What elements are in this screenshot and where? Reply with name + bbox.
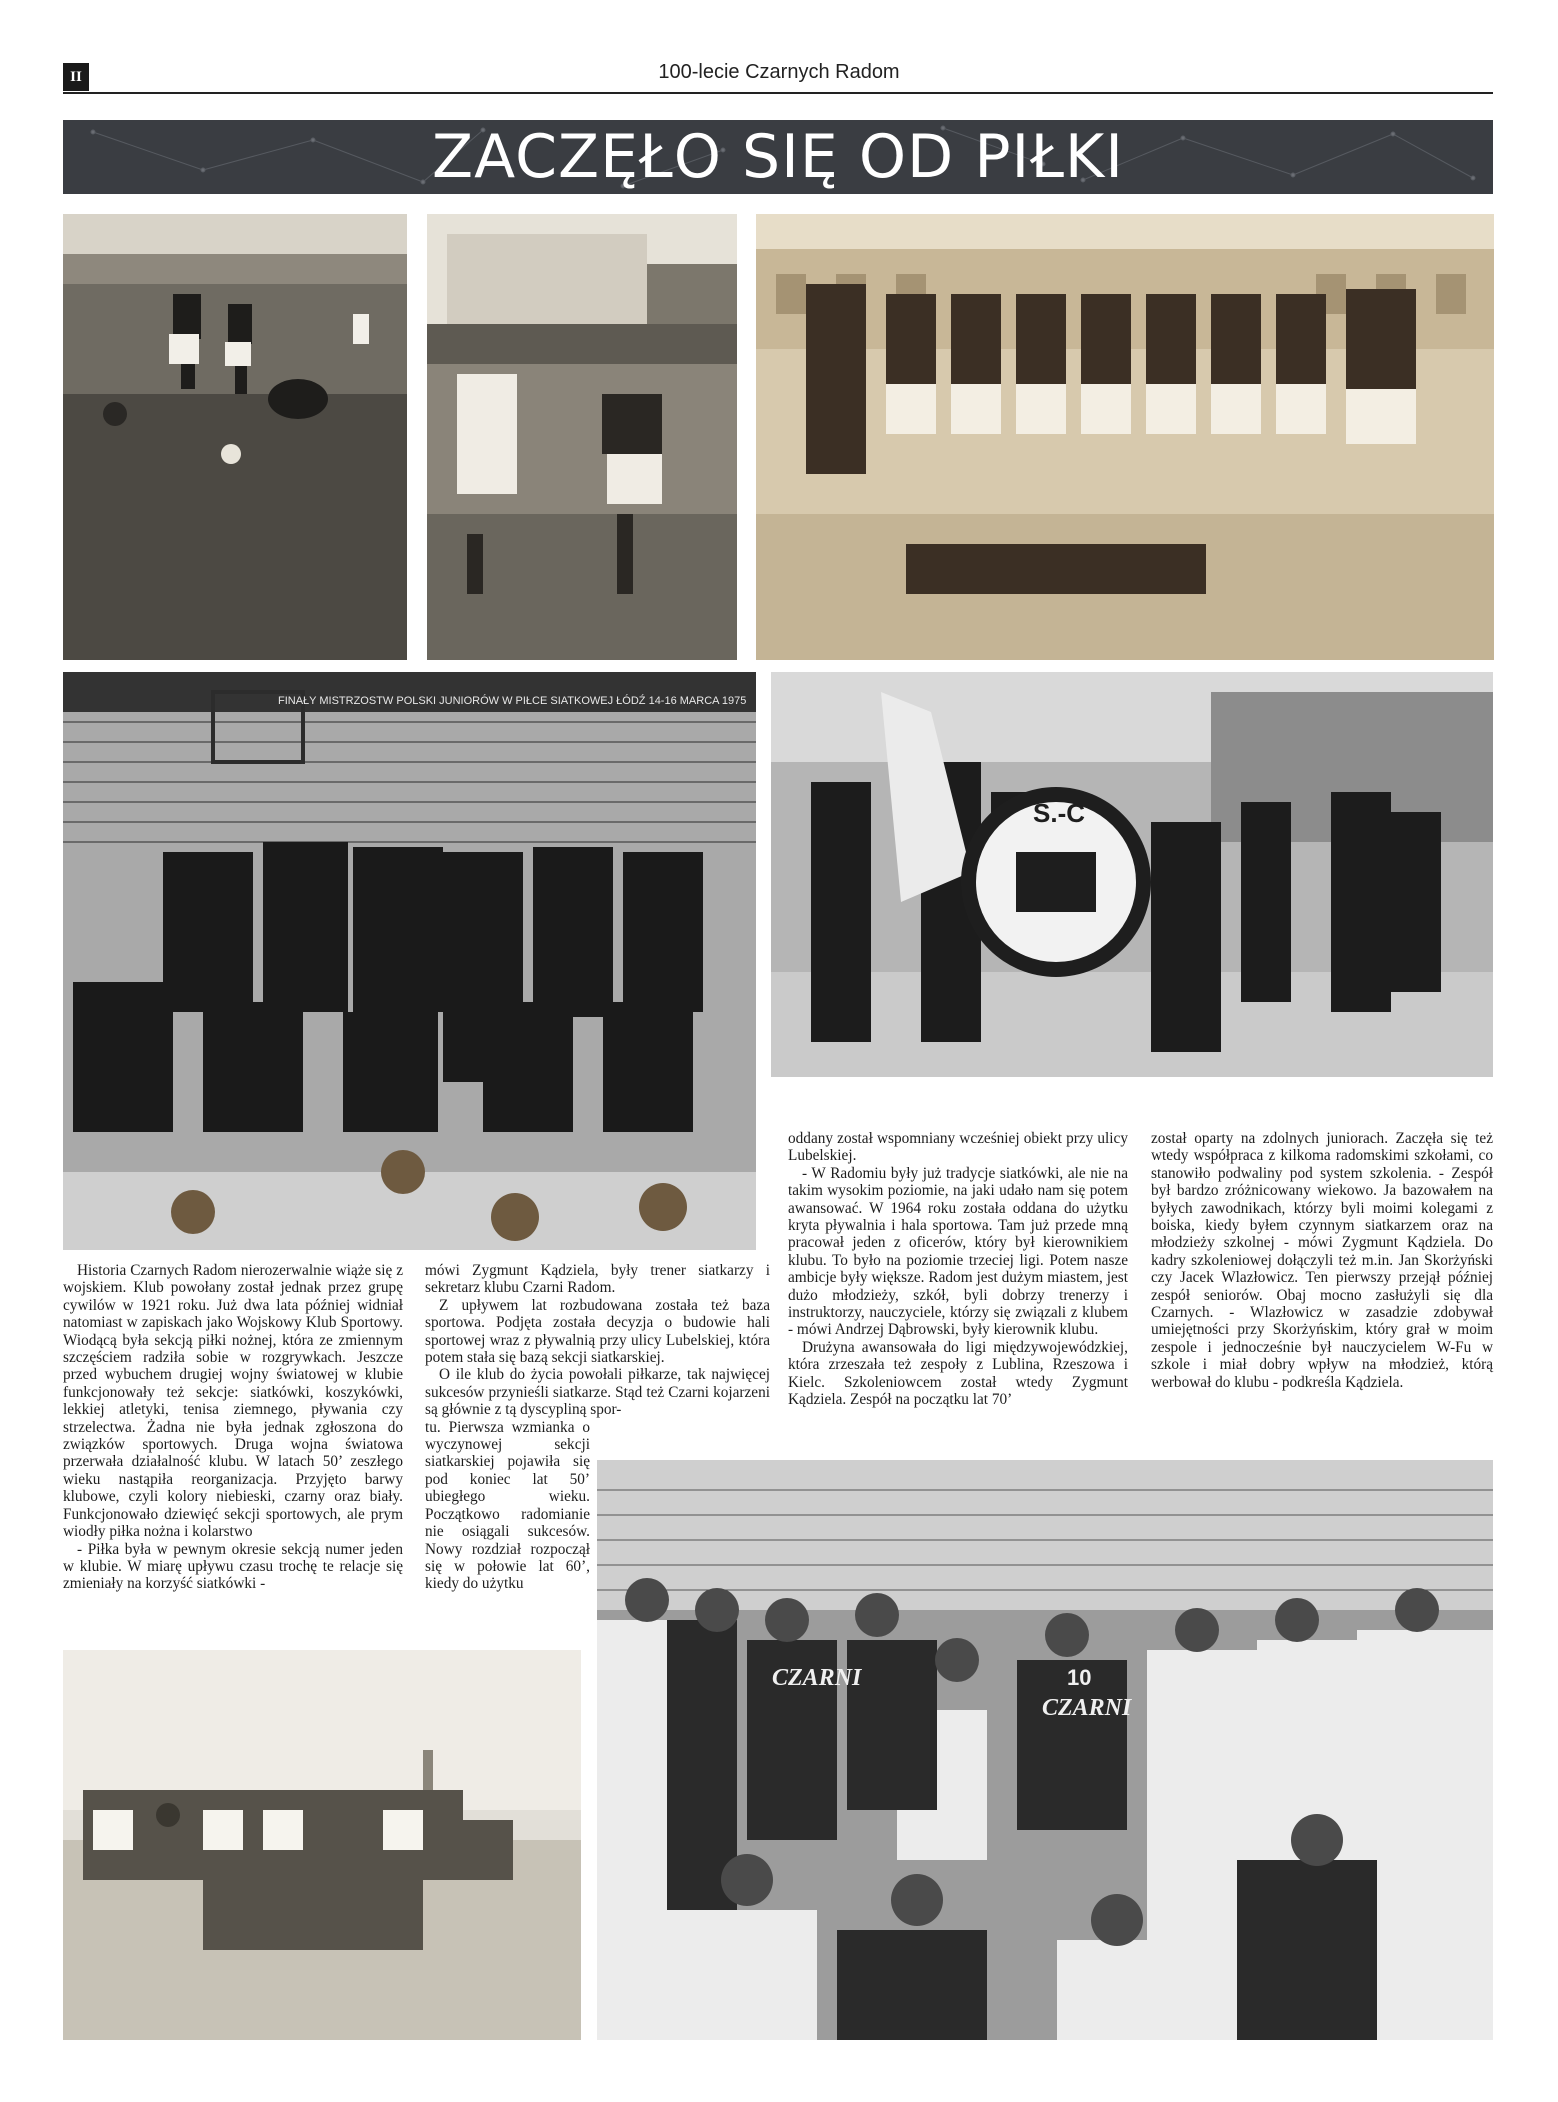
article-column-1	[63, 1262, 403, 1593]
paragraph: mówi Zygmunt Kądziela, były trener siatkarzy i sekretarz klubu Czarni Radom.	[425, 1262, 770, 1297]
shirt-text: CZARNI	[1042, 1695, 1132, 1721]
shield-letters: S.-C	[1033, 798, 1085, 828]
photo-military-group	[63, 1650, 581, 2040]
paragraph: oddany został wspomniany wcześniej obiekt przy ulicy Lubelskiej.	[788, 1130, 1128, 1165]
paragraph: O ile klub do życia powołali piłkarze, tak najwięcej sukcesów przynieśli siatkarze. Stąd też Czarni kojarzeni są głównie z tą dyscypliną spor-	[425, 1366, 770, 1419]
article-column-3	[788, 1130, 1128, 1409]
headline: ZACZĘŁO SIĘ OD PIŁKI	[432, 122, 1124, 192]
paragraph: Drużyna awansowała do ligi międzywojewódzkiej, która zrzeszała też zespoły z Lublina, Rzeszowa i Kielc. Szkoleniowcem został wtedy Zygmunt Kądziela. Zespół na początku lat 70’	[788, 1338, 1128, 1409]
running-title: 100-lecie Czarnych Radom	[658, 61, 900, 83]
paragraph: Z upływem lat rozbudowana została też baza sportowa. Podjęta została decyzja o budowie hali sportowej wraz z pływalnią przy ulicy Lubelskiej, która potem stała się bazą sekcji siatkarskiej.	[425, 1296, 770, 1367]
wrap-block	[425, 1419, 590, 1593]
paragraph: - W Radomiu były już tradycje siatkówki, ale nie na takim wysokim poziomie, na jaki udało nam się potem awansować. W 1964 roku została oddana do użytku kryta pływalnia i hala sportowa. Tam już przede mną pracował jeden z oficerów, który był kierownikiem klubu. To było na poziomie trzeciej ligi. Potem nasze ambicje były większe. Radom jest dużym miastem, jest dużo młodzieży, szkół, byli dobrzy trenerzy i instruktorzy, nauczyciele, którzy się związali z klubem - mówi Andrzej Dąbrowski, były kierownik klubu.	[788, 1164, 1128, 1339]
photo-football-match	[63, 214, 407, 660]
shirt-text: CZARNI	[772, 1665, 862, 1691]
photo-junior-volleyball-team	[63, 672, 756, 1250]
photo-czarni-volleyball-team	[597, 1460, 1493, 2040]
header-rule	[63, 92, 1493, 94]
shirt-number: 10	[1067, 1665, 1092, 1690]
photo-football-action	[427, 214, 737, 660]
photo-club-parade	[771, 672, 1493, 1077]
page-number-badge: II	[63, 63, 89, 91]
paragraph: został oparty na zdolnych juniorach. Zaczęła się też wtedy współpraca z kilkoma radomskimi szkołami, co stanowiło podwaliny pod system szkolenia. - Zespół był bardzo zróżnicowany wiekowo. Ja bazowałem na byłych zawodnikach, którzy byli moimi kolegami z boiska, kiedy byłem czynnym siatkarzem oraz na młodzieży szkolnej - mówi Zygmunt Kądziela. Do kadry szkoleniowej dołączyli też m.in. Jan Skorżyński czy Jacek Wlazłowicz. Ten pierwszy przejął później zespół seniorów. Obaj mocno zasłużyli się dla Czarnych. - Wlazłowicz w zasadzie zdobywał umiejętności przy Skorżyńskim, który grał w moim zespole i jednocześnie był nauczycielem W-Fu w szkole i miał dobry wpływ na młodzież, którą werbował do klubu - podkreśla Kądziela.	[1151, 1130, 1493, 1391]
headline-banner	[63, 120, 1493, 194]
photo-team-portrait	[756, 214, 1494, 660]
paragraph: tu. Pierwsza wzmianka o wyczynowej sekcji siatkarskiej pojawiła się pod koniec lat 50’ ubiegłego wieku. Początkowo radomianie nie osiągali sukcesów. Nowy rozdział rozpoczął się w połowie lat 60’, kiedy do użytku	[425, 1418, 590, 1593]
article-column-4	[1151, 1130, 1493, 1391]
paragraph: - Piłka była w pewnym okresie sekcją numer jeden w klubie. W miarę upływu czasu trochę te relacje się zmieniały na korzyść siatkówki -	[63, 1540, 403, 1593]
gym-banner-text: FINAŁY MISTRZOSTW POLSKI JUNIORÓW W PIŁCE SIATKOWEJ ŁÓDŹ 14-16 MARCA 1975	[278, 695, 747, 707]
paragraph: Historia Czarnych Radom nierozerwalnie wiąże się z wojskiem. Klub powołany został jednak przez grupę cywilów w 1921 roku. Już dwa lata później widniał natomiast w zapiskach jako Wojskowy Klub Sportowy. Wiodącą była sekcją piłki nożnej, która ze zmiennym szczęściem radziła sobie w rozgrywkach. Jeszcze przed wybuchem drugiej wojny światowej w klubie funkcjonowały też sekcje: siatkówki, koszykówki, lekkiej atletyki, tenisa ziemnego, pływania czy strzelectwa. Żadna nie była jednak zgłoszona do związków sportowych. Druga wojna światowa przerwała działalność klubu. W latach 50’ zeszłego wieku nastąpiła reorganizacja. Przyjęto barwy klubowe, czyli kolory niebieski, czarny oraz biały. Funkcjonowało dziewięć sekcji sportowych, ale prym wiodły piłka nożna i kolarstwo	[63, 1262, 403, 1541]
